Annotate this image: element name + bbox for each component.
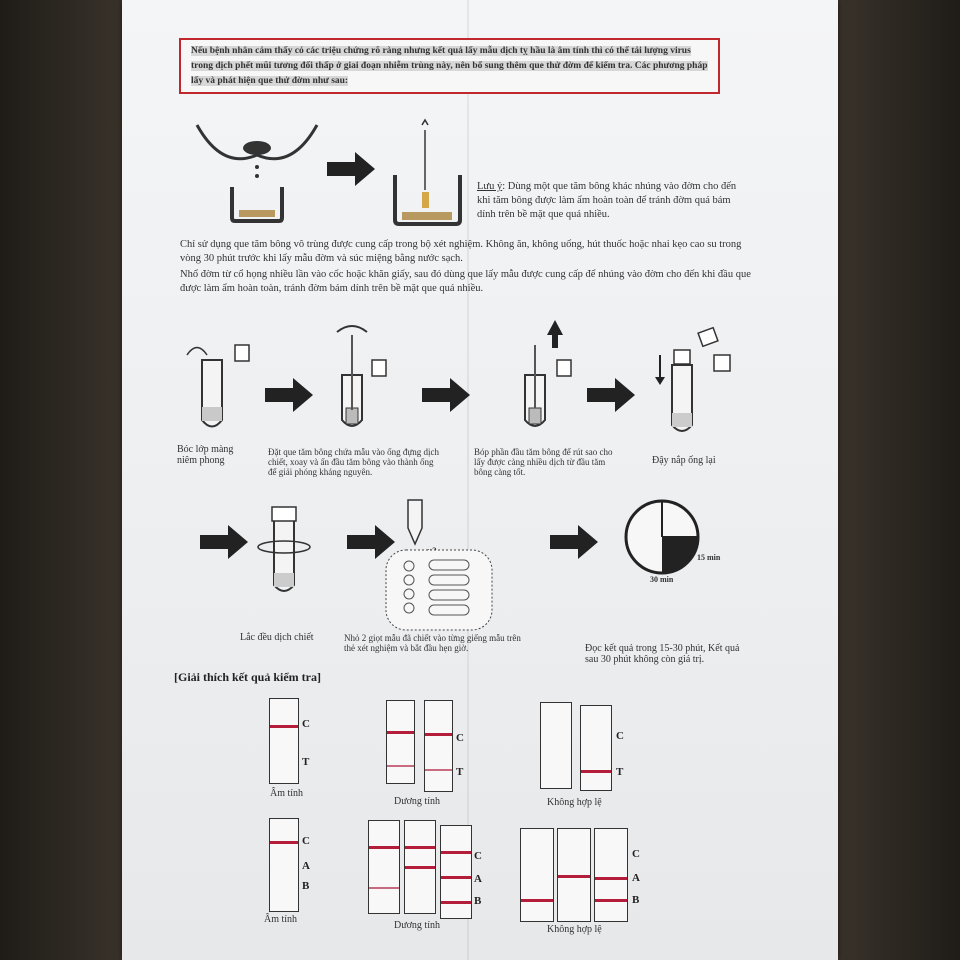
step-1-caption: Bóc lớp màng niêm phong [177,444,234,466]
arrow-icon [200,525,250,559]
marker-a: A [302,860,310,872]
step-2-caption: Đặt que tăm bông chứa mẫu vào ống đựng dịch chiết, xoay và ấn đầu tăm bông vào thành ống để giải phóng kháng nguyên. [268,447,439,477]
results-title: [Giải thích kết quả kiểm tra] [174,670,321,684]
step-5-caption: Lắc đều dịch chiết [240,632,314,643]
result-strip [269,818,299,912]
test-card-illustration [384,548,494,633]
step-7-caption: Đọc kết quả trong 15-30 phút, Kết quả sau 30 phút không còn giá trị. [585,643,740,665]
clock-label-15: 15 min [697,553,721,562]
background-right [830,0,960,960]
instruction-sheet [122,0,838,960]
result-strip [424,700,453,792]
marker-c: C [474,850,482,862]
note-title: Lưu ý [477,181,503,192]
clock-label-30: 30 min [650,575,674,584]
result-strip [594,828,628,922]
marker-t: T [302,756,310,768]
step-4-caption: Đậy nắp ống lại [652,455,716,466]
result-strip [269,698,299,784]
spit-illustration [187,115,327,225]
result-strip [386,700,415,784]
marker-b: B [474,895,482,907]
result-label-invalid: Không hợp lệ [547,924,602,935]
marker-t: T [456,766,464,778]
notice-text: Nếu bệnh nhân cảm thấy có các triệu chứng rõ ràng nhưng kết quả lấy mẫu dịch tỵ hầu là âm tính thì có thể tải lượng virus trong dịch phết mũi tương đối thấp ở giai đoạn nhiễm trùng này, nên bổ sung thêm que thử đờm để kiểm tra. Các phương pháp lấy và phát hiện que thử đờm như sau: [191,46,708,86]
marker-a: A [474,873,482,885]
result-label-negative: Âm tính [264,914,298,925]
peel-tube-illustration [187,335,257,435]
swab-cup-illustration [390,120,470,230]
note [477,180,747,222]
result-strip [404,820,436,914]
result-label-negative: Âm tính [270,788,304,799]
marker-b: B [302,880,310,892]
rotate-swab-illustration [322,320,402,440]
arrow-icon [422,378,472,412]
marker-t: T [616,766,624,778]
arrow-icon [265,378,315,412]
result-label-invalid: Không hợp lệ [547,797,602,808]
step-3-caption: Bóp phần đầu tăm bông để rút sao cho lấy được càng nhiều dịch từ đầu tăm bông càng tốt. [474,447,613,477]
result-strip [520,828,554,922]
marker-c: C [302,835,310,847]
result-label-positive: Dương tính [394,920,440,931]
result-strip [580,705,612,791]
background-left [0,0,130,960]
step-6-caption: Nhỏ 2 giọt mẫu đã chiết vào từng giếng mẫu trên thẻ xét nghiệm và bắt đầu hẹn giờ. [344,633,521,653]
notice-box [179,38,720,94]
result-strip [440,825,472,919]
arrow-icon [550,525,600,559]
marker-c: C [456,732,464,744]
marker-c: C [632,848,640,860]
marker-c: C [302,718,310,730]
paragraph-2: Nhổ đờm từ cổ họng nhiều lần vào cốc hoặc khăn giấy, sau đó dùng que lấy mẫu được cung cấp để nhúng vào đờm cho đến khi đầu que được làm ẩm hoàn toàn, tránh đờm bám dính trên bề mặt que quá nhiều. [180,269,751,294]
dropper-illustration [400,500,430,548]
result-label-positive: Dương tính [394,796,440,807]
marker-b: B [632,894,640,906]
timer-clock-icon [622,497,702,577]
marker-c: C [616,730,624,742]
marker-a: A [632,872,640,884]
result-strip [368,820,400,914]
arrow-icon [587,378,637,412]
shake-tube-illustration [254,495,324,605]
squeeze-swab-illustration [507,320,587,445]
paragraph-1: Chỉ sử dụng que tăm bông vô trùng được cung cấp trong bộ xét nghiệm. Không ăn, không uống, hút thuốc hoặc nhai kẹo cao su trong vòng 30 phút trước khi lấy mẫu đờm và súc miệng bằng nước sạch. [180,239,742,264]
cap-tube-illustration [652,325,742,445]
result-strip [557,828,591,922]
arrow-icon [327,152,377,186]
result-strip [540,702,572,789]
note-text: : Dùng một que tăm bông khác nhúng vào đờm cho đến khi tăm bông được làm ẩm hoàn toàn để tránh đờm quá bám dính trên bề mặt que quá nhiều. [477,181,737,220]
